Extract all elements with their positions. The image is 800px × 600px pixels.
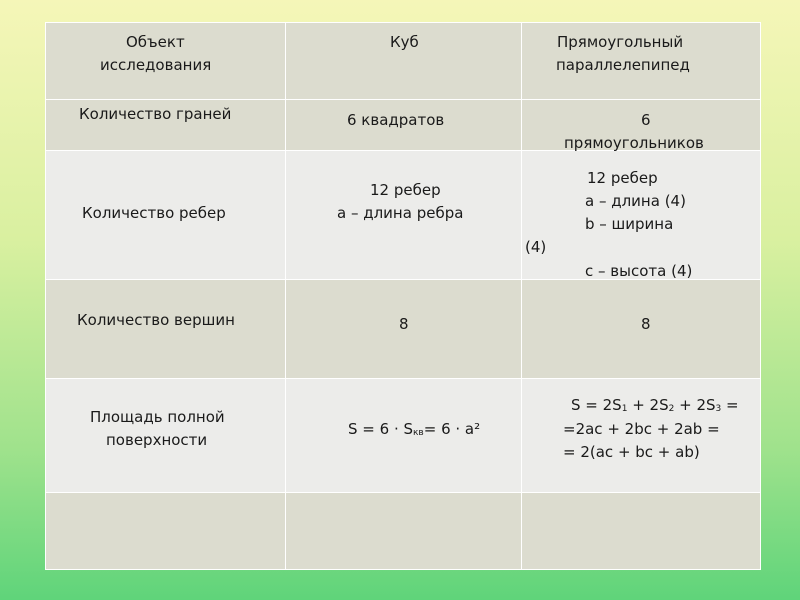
area-cube-sub: кв (413, 428, 424, 438)
table-row-vertices (46, 280, 761, 379)
header-box-line2: параллелепипед (556, 56, 690, 74)
edges-cube-cell (286, 151, 522, 280)
area-cube-formula (348, 419, 480, 441)
faces-label: Количество граней (79, 105, 232, 123)
edges-box-line4: (4) (525, 238, 547, 256)
area-box-s2: 2 (668, 404, 675, 414)
header-object-line2: исследования (100, 56, 212, 74)
area-cube-prefix: S = 6 · S (348, 420, 413, 438)
edges-box-cell (522, 151, 761, 280)
faces-cube-cell (286, 100, 522, 151)
edges-box-line5: с – высота (4) (585, 262, 693, 280)
area-label-line1: Площадь полной (90, 408, 225, 426)
empty-cell-3 (522, 493, 761, 570)
edges-box-line2: а – длина (4) (585, 192, 686, 210)
edges-box-line1: 12 ребер (587, 169, 658, 187)
area-box-s3: 3 (715, 404, 722, 414)
area-box-l1b: + 2S (627, 396, 669, 414)
faces-box-cell (522, 100, 761, 151)
vertices-cube-cell (286, 280, 522, 379)
vertices-box: 8 (641, 315, 651, 333)
comparison-table (45, 22, 761, 570)
area-label-cell (46, 379, 286, 493)
edges-box-line3: b – ширина (585, 215, 674, 233)
table-row-edges (46, 151, 761, 280)
empty-cell-1 (46, 493, 286, 570)
area-box-cell (522, 379, 761, 493)
table-row-faces (46, 100, 761, 151)
area-box-line2: =2ас + 2bс + 2аb = (563, 420, 720, 438)
vertices-label: Количество вершин (77, 311, 235, 329)
area-cube-cell (286, 379, 522, 493)
area-box-line3: = 2(ас + bс + аb) (563, 443, 700, 461)
area-box-s1: 1 (621, 404, 628, 414)
header-box-line1: Прямоугольный (557, 33, 684, 51)
area-label-line2: поверхности (106, 431, 208, 449)
area-box-line1 (571, 395, 739, 417)
vertices-cube: 8 (399, 315, 409, 333)
empty-cell-2 (286, 493, 522, 570)
table-row-empty (46, 493, 761, 570)
table-row-area (46, 379, 761, 493)
edges-label-cell (46, 151, 286, 280)
header-cell-cube (286, 23, 522, 100)
area-box-l1a: S = 2S (571, 396, 622, 414)
faces-box-line1: 6 (641, 111, 651, 129)
header-cell-box (522, 23, 761, 100)
header-cell-object (46, 23, 286, 100)
edges-label: Количество ребер (82, 204, 226, 222)
faces-box-line2: прямоугольников (564, 134, 704, 152)
vertices-box-cell (522, 280, 761, 379)
table-header-row (46, 23, 761, 100)
header-object-line1: Объект (126, 33, 185, 51)
faces-label-cell (46, 100, 286, 151)
area-box-l1d: = (721, 396, 739, 414)
vertices-label-cell (46, 280, 286, 379)
edges-cube-line1: 12 ребер (370, 181, 441, 199)
area-box-l1c: + 2S (674, 396, 716, 414)
faces-cube: 6 квадратов (347, 111, 445, 129)
area-cube-suffix: = 6 · а² (423, 420, 481, 438)
edges-cube-line2: а – длина ребра (337, 204, 464, 222)
header-cube: Куб (390, 33, 419, 51)
